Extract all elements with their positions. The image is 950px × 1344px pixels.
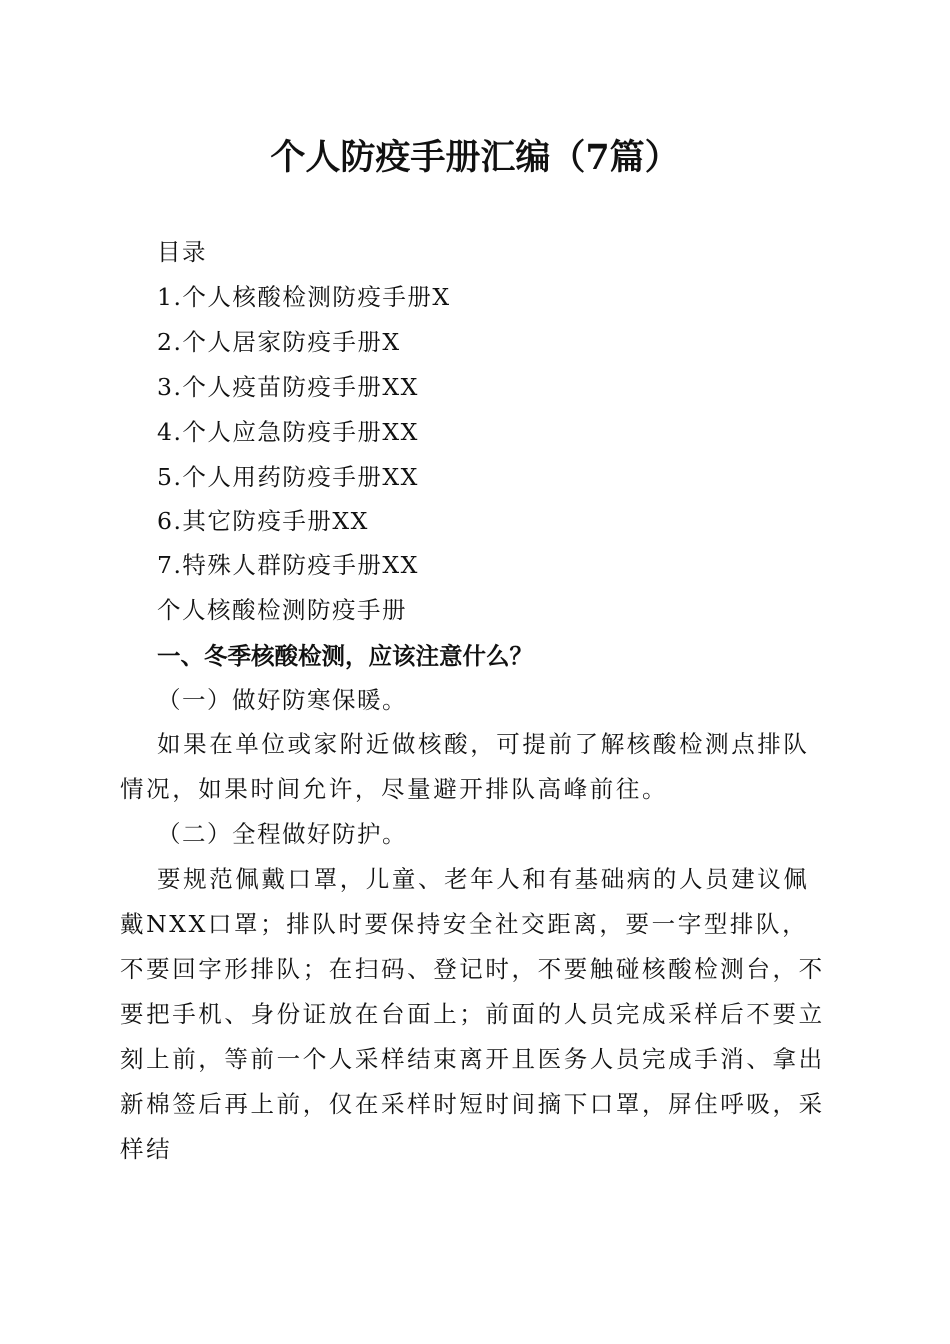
paragraph [120,857,830,1172]
toc-item: 4.个人应急防疫手册XX [157,418,419,446]
paragraph-text: 如果在单位或家附近做核酸，可提前了解核酸检测点排队情况，如果时间允许，尽量避开排队高峰前往。 [120,730,810,803]
toc-label: 目录 [157,238,207,266]
toc-item: 1.个人核酸检测防疫手册X [157,283,451,311]
section-heading: 一、冬季核酸检测，应该注意什么？ [157,642,533,670]
subsection-heading: （二）全程做好防护。 [157,820,407,848]
paragraph-text: 要规范佩戴口罩，儿童、老年人和有基础病的人员建议佩戴NXX口罩；排队时要保持安全社交距离，要一字型排队，不要回字形排队；在扫码、登记时，不要触碰核酸检测台，不要把手机、身份证放在台面上；前面的人员完成采样后不要立刻上前，等前一个人采样结束离开且医务人员完成手消、拿出新棉签后再上前，仅在采样时短时间摘下口罩，屏住呼吸，采样结 [120,865,825,1163]
toc-item: 7.特殊人群防疫手册XX [157,551,419,579]
chapter-title: 个人核酸检测防疫手册 [157,596,407,624]
paragraph [120,722,830,812]
toc-item: 2.个人居家防疫手册X [157,328,401,356]
subsection-heading: （一）做好防寒保暖。 [157,686,407,714]
toc-item: 6.其它防疫手册XX [157,507,369,535]
document-title: 个人防疫手册汇编（7篇） [270,137,680,178]
toc-item: 5.个人用药防疫手册XX [157,463,419,491]
toc-item: 3.个人疫苗防疫手册XX [157,373,419,401]
